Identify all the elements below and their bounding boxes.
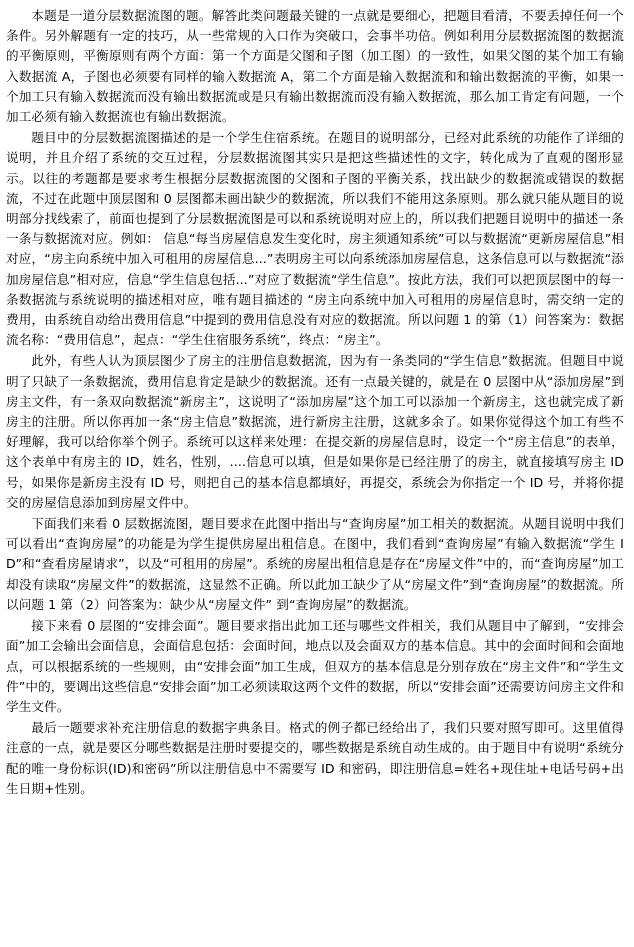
paragraph-intro: 本题是一道分层数据流图的题。解答此类问题最关键的一点就是要细心，把题目看清，不要丢掉任何一个条件。另外解题有一定的技巧，从一些常规的入口作为突破口，会事半功倍。例如利用分层数据流图的数据流的平衡原则，平衡原则有两个方面：第一个方面是父图和子图（加工图）的一致性，如果父图的某个加工有输入数据流 A，子图也必须要有同样的输入数据流 A，第二个方面是输入数据流和和输出数据流的平衡，如果一个加工只有输入数据流而没有输出数据流或是只有输出数据流而没有输入数据流，那么加工肯定有问题，一个加工必须有输入数据流也有输出数据流。 bbox=[6, 8, 624, 125]
paragraph-analysis: 题目中的分层数据流图描述的是一个学生住宿系统。在题目的说明部分，已经对此系统的功能作了详细的说明，并且介绍了系统的交互过程，分层数据流图其实只是把这些描述性的文字，转化成为了直观的图形显示。以往的考题都是要求考生根据分层数据流图的父图和子图的平衡关系，找出缺少的数据流或错误的数据流，不过在此题中顶层图和 0 层图都未画出缺少的数据流，所以我们不能用这条原则。那么就只能从题目的说明部分找线索了，前面也提到了分层数据流图是可以和系统说明对应上的，所以我们把题目说明中的描述一条一条与数据流对应。例如： 信息“每当房屋信息发生变化时，房主须通知系统”可以与数据流“更新房屋信息”相对应，“房主向系统中加入可租用的房屋信息...”表明房主可以向系统添加房屋信息，这条信息可以与数据流“添加房屋信息”相对应，信息“学生信息包括...”对应了数据流“学生信息”。按此方法，我们可以把顶层图中的每一条数据流与系统说明的描述相对应，唯有题目描述的 “房主向系统中加入可租用的房屋信息时，需交纳一定的费用，由系统自动给出费用信息”中提到的费用信息没有对应的数据流。所以问题 1 的第（1）问答案为：数据流名称：“费用信息”，起点：“学生住宿服务系统”，终点：“房主”。 bbox=[6, 130, 624, 348]
paragraph-query-house: 下面我们来看 0 层数据流图，题目要求在此图中指出与“查询房屋”加工相关的数据流。从题目说明中我们可以看出“查询房屋”的功能是为学生提供房屋出租信息。在图中，我们看到“查询房屋”有输入数据流“学生 ID”和“查看房屋请求”，以及“可租用的房屋”。系统的房屋出租信息是存在“房屋文件”中的，而“查询房屋”加工却没有读取“房屋文件”的数据流，这显然不正确。所以此加工缺少了从“房屋文件”到“查询房屋”的数据流。所以问题 1 第（2）问答案为：缺少从“房屋文件” 到“查询房屋”的数据流。 bbox=[6, 516, 624, 612]
paragraph-owner-registration: 此外，有些人认为顶层图少了房主的注册信息数据流，因为有一条类同的“学生信息”数据流。但题目中说明了只缺了一条数据流，费用信息肯定是缺少的数据流。还有一点最关键的，就是在 0 层图中从“添加房屋”到房主文件，有一条双向数据流“新房主”，这说明了“添加房屋”这个加工可以添加一个新房主，这也就完成了新房主的注册。所以你再加一条“房主信息”数据流，进行新房主注册，这就多余了。如果你觉得这个加工有些不好理解，我可以给你举个例子。系统可以这样来处理：在提交新的房屋信息时，设定一个“房主信息”的表单，这个表单中有房主的 ID，姓名，性别，....信息可以填，但是如果你是已经注册了的房主，就直接填写房主 ID 号，如果你是新房主没有 ID 号，则把自己的基本信息都填好，再提交，系统会为你指定一个 ID 号，并将你提交的房屋信息添加到房屋文件中。 bbox=[6, 353, 624, 510]
paragraph-arrange-meeting: 接下来看 0 层图的“安排会面”。题目要求指出此加工还与哪些文件相关，我们从题目中了解到，“安排会面”加工会输出会面信息，会面信息包括：会面时间，地点以及会面双方的基本信息。其中的会面时间和会面地点，可以根据系统的一些规则，由“安排会面”加工生成，但双方的基本信息是分别存放在“房主文件”和“学生文件”中的，要调出这些信息“安排会面”加工必须读取这两个文件的数据，所以“安排会面”还需要访问房主文件和学生文件。 bbox=[6, 618, 624, 714]
paragraph-data-dictionary: 最后一题要求补充注册信息的数据字典条目。格式的例子都已经给出了，我们只要对照写即可。这里值得注意的一点，就是要区分哪些数据是注册时要提交的，哪些数据是系统自动生成的。由于题目中有说明“系统分配的唯一身份标识(ID)和密码”所以注册信息中不需要写 ID 和密码，即注册信息=姓名+现住址+电话号码+出生日期+性别。 bbox=[6, 720, 624, 796]
